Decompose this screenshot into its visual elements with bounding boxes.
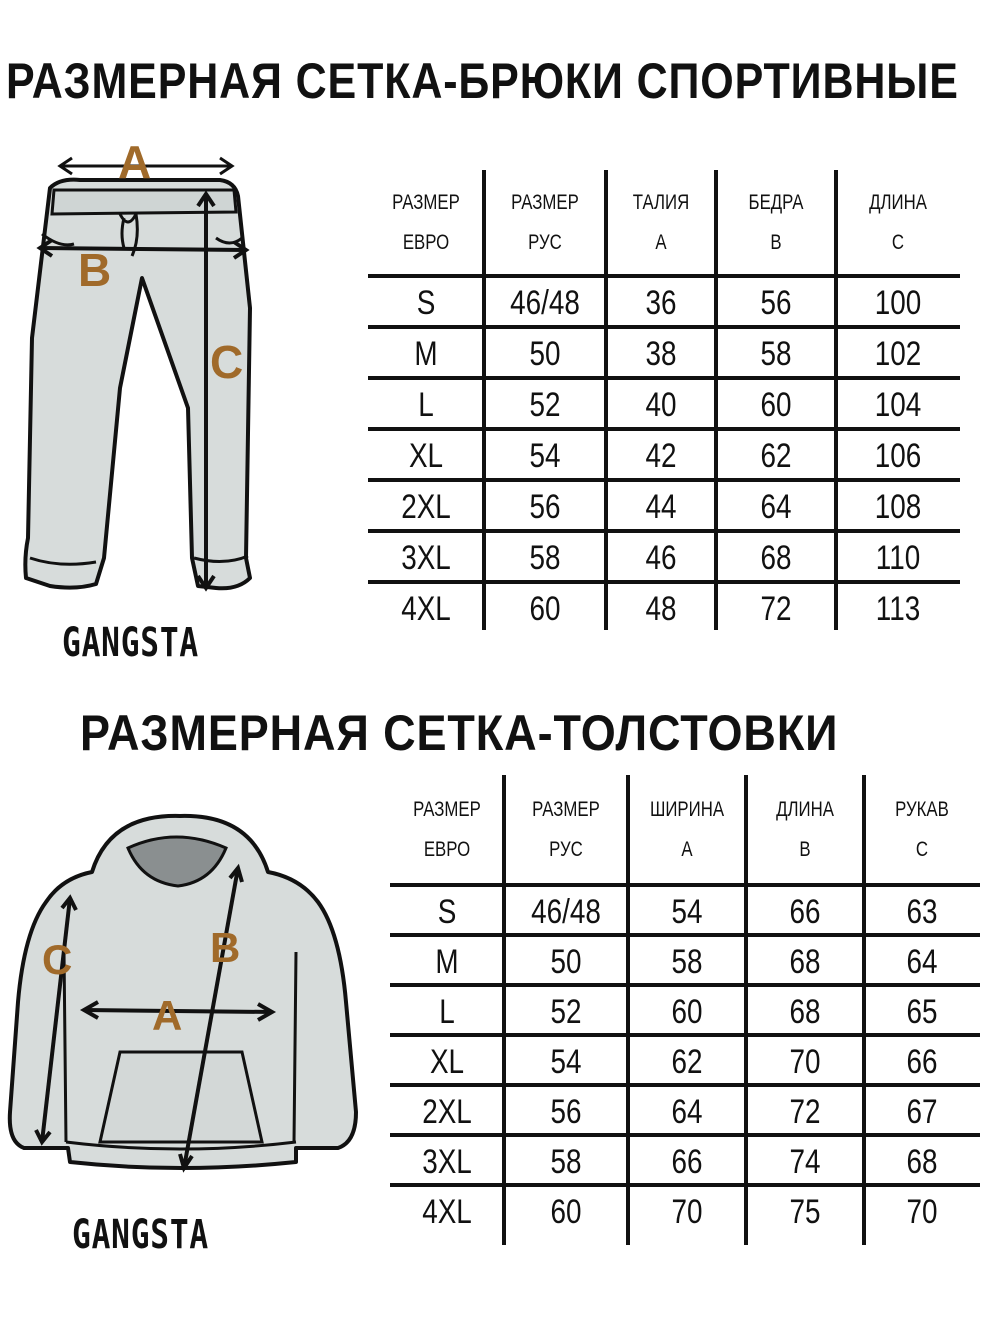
table-row-divider [368,274,960,278]
table-row-divider [390,1133,980,1137]
table-row-divider [368,478,960,482]
column-header: РУС [528,231,562,254]
table-column-divider [834,170,838,630]
size-value: 40 [645,386,677,424]
size-value: 70 [789,1043,821,1081]
size-value: 60 [760,386,792,424]
size-value: 64 [671,1093,703,1131]
size-value: 58 [550,1143,582,1181]
size-value: 110 [875,539,921,577]
size-value: 56 [760,284,792,322]
table-row-divider [390,983,980,987]
size-value: 70 [671,1193,703,1231]
pants-waistband [52,190,236,214]
size-value: 66 [906,1043,938,1081]
column-header: ДЛИНА [869,191,927,214]
hoodie-size-chart-title: РАЗМЕРНАЯ СЕТКА-ТОЛСТОВКИ [80,705,839,761]
size-value: 100 [874,284,922,322]
column-header: ДЛИНА [776,798,834,821]
size-value: 74 [789,1143,821,1181]
table-row-divider [368,529,960,533]
table-row-divider [368,376,960,380]
size-label: 3XL [422,1143,472,1181]
size-value: 62 [671,1043,703,1081]
table-row-divider [368,427,960,431]
size-value: 72 [760,590,792,628]
size-value: 46/48 [510,284,580,322]
size-label: 2XL [422,1093,472,1131]
size-label: L [439,993,455,1031]
hoodie-measure-b-label: B [210,924,241,971]
table-column-divider [626,775,630,1245]
table-row-divider [368,325,960,329]
size-value: 62 [760,437,792,475]
table-row-divider [390,933,980,937]
size-value: 60 [671,993,703,1031]
size-value: 65 [906,993,938,1031]
table-column-divider [862,775,866,1245]
size-value: 50 [529,335,561,373]
table-column-divider [714,170,718,630]
size-value: 64 [906,943,938,981]
column-header: B [770,231,782,254]
size-value: 46/48 [531,893,601,931]
column-header: РАЗМЕР [511,191,579,214]
size-label: 2XL [401,488,451,526]
size-value: 52 [550,993,582,1031]
pants-illustration [20,138,260,608]
size-value: 68 [789,993,821,1031]
column-header: C [915,838,929,861]
table-row-divider [390,883,980,887]
size-value: 72 [789,1093,821,1131]
size-label: XL [429,1043,465,1081]
size-value: 70 [906,1193,938,1231]
size-label: L [418,386,434,424]
size-value: 66 [671,1143,703,1181]
size-value: 58 [760,335,792,373]
size-label: M [414,335,438,373]
column-header: ТАЛИЯ [632,191,690,214]
column-header: B [799,838,811,861]
column-header: ШИРИНА [649,798,725,821]
size-value: 104 [874,386,922,424]
size-value: 52 [529,386,561,424]
hoodie-pocket [100,1052,262,1142]
size-label: M [435,943,459,981]
pants-size-table [368,170,960,630]
table-row-divider [390,1083,980,1087]
pants-measure-b-label: B [78,244,112,296]
table-row-divider [368,580,960,584]
brand-logo: GANGSTA [72,1212,209,1258]
size-value: 54 [529,437,561,475]
size-value: 48 [645,590,677,628]
column-header: РАЗМЕР [413,798,481,821]
size-value: 54 [550,1043,582,1081]
hoodie-size-table [390,775,980,1245]
size-label: 3XL [401,539,451,577]
table-column-divider [744,775,748,1245]
pants-measure-c-label: C [210,336,244,388]
size-value: 58 [671,943,703,981]
column-header: РАЗМЕР [532,798,600,821]
size-value: 68 [906,1143,938,1181]
size-value: 56 [529,488,561,526]
size-value: 108 [874,488,922,526]
size-value: 68 [760,539,792,577]
size-value: 75 [789,1193,821,1231]
size-label: 4XL [401,590,451,628]
column-header: C [891,231,905,254]
column-header: ЕВРО [423,838,471,861]
column-header: РАЗМЕР [392,191,460,214]
size-label: 4XL [422,1193,472,1231]
hoodie-measure-c-label: C [42,936,73,983]
size-value: 42 [645,437,677,475]
size-value: 68 [789,943,821,981]
table-row-divider [390,1183,980,1187]
column-header: РУС [549,838,583,861]
column-header: A [655,231,667,254]
column-header: БЕДРА [748,191,804,214]
size-value: 44 [645,488,677,526]
size-label: S [437,893,457,931]
hoodie-measure-a-label: A [152,992,183,1039]
table-row-divider [390,1033,980,1037]
size-value: 67 [906,1093,938,1131]
pants-size-chart-title: РАЗМЕРНАЯ СЕТКА-БРЮКИ СПОРТИВНЫЕ [6,53,959,109]
column-header: РУКАВ [895,798,949,821]
table-column-divider [482,170,486,630]
size-value: 113 [875,590,921,628]
size-value: 64 [760,488,792,526]
brand-logo: GANGSTA [62,620,199,666]
size-value: 36 [645,284,677,322]
size-value: 63 [906,893,938,931]
table-column-divider [502,775,506,1245]
size-label: S [416,284,436,322]
pants-measure-a-label: A [118,138,152,188]
table-column-divider [604,170,608,630]
size-value: 106 [874,437,922,475]
column-header: A [681,838,693,861]
size-value: 102 [874,335,922,373]
column-header: ЕВРО [402,231,450,254]
size-value: 54 [671,893,703,931]
hoodie-illustration [0,812,360,1192]
size-value: 38 [645,335,677,373]
size-label: XL [408,437,444,475]
size-value: 46 [645,539,677,577]
size-value: 50 [550,943,582,981]
size-value: 58 [529,539,561,577]
size-value: 66 [789,893,821,931]
size-value: 56 [550,1093,582,1131]
size-value: 60 [550,1193,582,1231]
size-value: 60 [529,590,561,628]
